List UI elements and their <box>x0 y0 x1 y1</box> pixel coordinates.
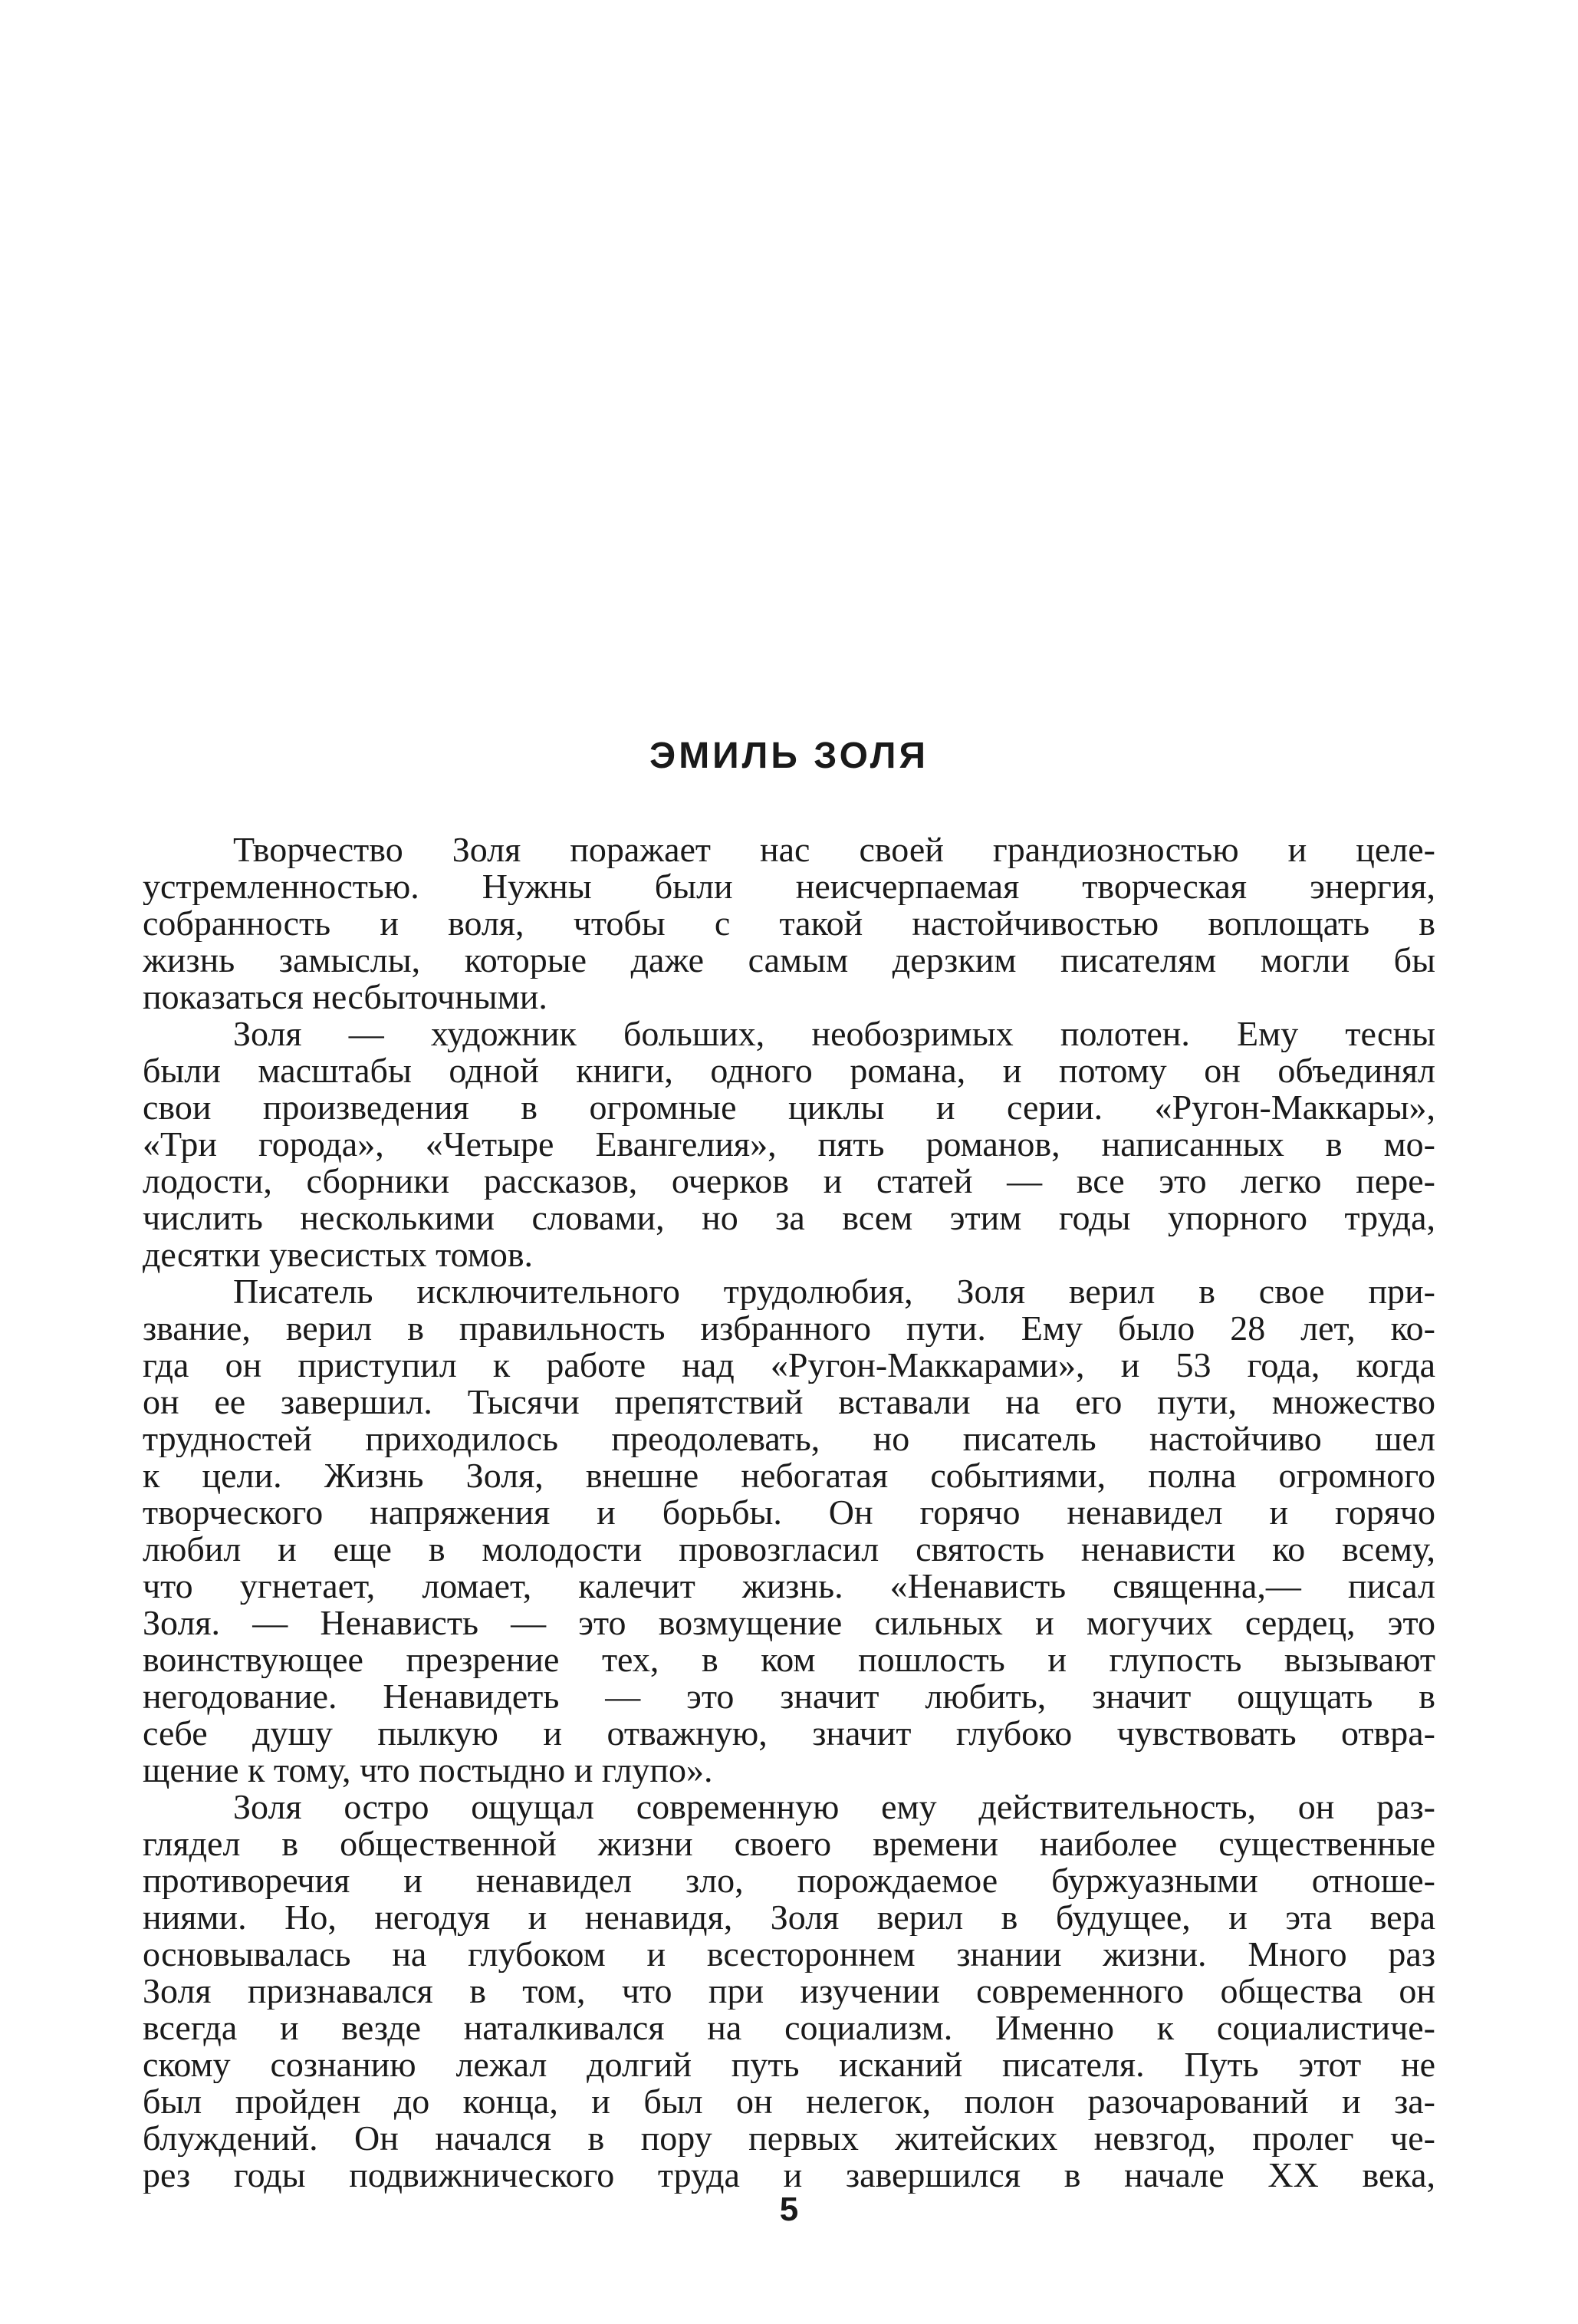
text-line: Золя. — Ненависть — это возмущение сильных и могучих сердец, это <box>143 1605 1435 1641</box>
text-line: негодование. Ненавидеть — это значит любить, значит ощущать в <box>143 1678 1435 1715</box>
text-line: щение к тому, что постыдно и глупо». <box>143 1752 713 1789</box>
text-line: основывалась на глубоком и всестороннем знании жизни. Много раз <box>143 1936 1435 1973</box>
text-line: гда он приступил к работе над «Ругон-Маккарами», и 53 года, когда <box>143 1347 1435 1384</box>
text-line: звание, верил в правильность избранного пути. Ему было 28 лет, ко- <box>143 1310 1435 1347</box>
text-line: Творчество Золя поражает нас своей грандиозностью и целе- <box>233 831 1435 868</box>
text-line: скому сознанию лежал долгий путь исканий писателя. Путь этот не <box>143 2046 1435 2083</box>
text-line: числить несколькими словами, но за всем этим годы упорного труда, <box>143 1200 1435 1236</box>
page-number: 5 <box>779 2191 799 2228</box>
text-line: Золя — художник больших, необозримых полотен. Ему тесны <box>233 1016 1435 1052</box>
text-line: десятки увесистых томов. <box>143 1236 534 1273</box>
body-text <box>143 831 1435 2194</box>
text-line: трудностей приходилось преодолевать, но писатель настойчиво шел <box>143 1420 1435 1457</box>
text-line: «Три города», «Четыре Евангелия», пять романов, написанных в мо- <box>143 1126 1435 1163</box>
text-line: был пройден до конца, и был он нелегок, полон разочарований и за- <box>143 2083 1435 2120</box>
text-line: противоречия и ненавидел зло, порождаемое буржуазными отноше- <box>143 1862 1435 1899</box>
text-line: Золя остро ощущал современную ему действительность, он раз- <box>233 1789 1435 1825</box>
text-line: Золя признавался в том, что при изучении современного общества он <box>143 1973 1435 2010</box>
text-line: творческого напряжения и борьбы. Он горячо ненавидел и горячо <box>143 1494 1435 1531</box>
text-line: блуждений. Он начался в пору первых житейских невзгод, пролег че- <box>143 2120 1435 2157</box>
text-line: рез годы подвижнического труда и завершился в начале XX века, <box>143 2157 1435 2194</box>
text-line: себе душу пылкую и отважную, значит глубоко чувствовать отвра- <box>143 1715 1435 1752</box>
text-line: Писатель исключительного трудолюбия, Золя верил в свое при- <box>233 1273 1435 1310</box>
text-line: лодости, сборники рассказов, очерков и статей — все это легко пере- <box>143 1163 1435 1200</box>
text-line: показаться несбыточными. <box>143 979 547 1016</box>
text-line: устремленностью. Нужны были неисчерпаемая творческая энергия, <box>143 868 1435 905</box>
text-line: глядел в общественной жизни своего времени наиболее существенные <box>143 1825 1435 1862</box>
text-line: были масштабы одной книги, одного романа, и потому он объединял <box>143 1052 1435 1089</box>
text-line: любил и еще в молодости провозгласил святость ненависти ко всему, <box>143 1531 1435 1568</box>
text-line: что угнетает, ломает, калечит жизнь. «Ненависть священна,— писал <box>143 1568 1435 1605</box>
text-line: жизнь замыслы, которые даже самым дерзким писателям могли бы <box>143 942 1435 979</box>
text-line: собранность и воля, чтобы с такой настойчивостью воплощать в <box>143 905 1435 942</box>
text-line: всегда и везде наталкивался на социализм. Именно к социалистиче- <box>143 2010 1435 2046</box>
chapter-title: ЭМИЛЬ ЗОЛЯ <box>649 736 929 776</box>
text-line: воинствующее презрение тех, в ком пошлость и глупость вызывают <box>143 1641 1435 1678</box>
text-line: он ее завершил. Тысячи препятствий вставали на его пути, множество <box>143 1384 1435 1420</box>
text-line: свои произведения в огромные циклы и серии. «Ругон-Маккары», <box>143 1089 1435 1126</box>
text-line: к цели. Жизнь Золя, внешне небогатая событиями, полна огромного <box>143 1457 1435 1494</box>
text-line: ниями. Но, негодуя и ненавидя, Золя верил в будущее, и эта вера <box>143 1899 1435 1936</box>
